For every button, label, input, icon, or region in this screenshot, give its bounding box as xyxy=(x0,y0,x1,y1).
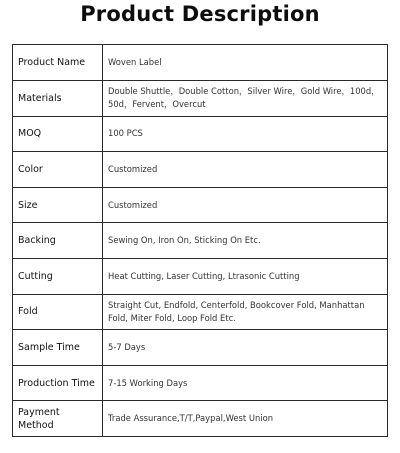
row-label: Production Time xyxy=(13,365,103,401)
row-value: Customized xyxy=(103,152,388,188)
table-row xyxy=(13,116,388,152)
table-row xyxy=(13,401,388,437)
row-label: MOQ xyxy=(13,116,103,152)
row-value: 7-15 Working Days xyxy=(103,365,388,401)
row-label: Payment Method xyxy=(13,401,103,437)
row-label: Fold xyxy=(13,294,103,330)
row-label: Product Name xyxy=(13,45,103,81)
row-label: Color xyxy=(13,152,103,188)
row-value: Double Shuttle，Double Cotton，Silver Wire，Gold Wire，100d，50d，Fervent，Overcut xyxy=(103,81,388,117)
row-label: Sample Time xyxy=(13,330,103,366)
table-row xyxy=(13,81,388,117)
table-row xyxy=(13,152,388,188)
table-row xyxy=(13,45,388,81)
row-label: Size xyxy=(13,187,103,223)
page-title: Product Description xyxy=(80,2,320,26)
row-label: Cutting xyxy=(13,258,103,294)
row-value: Woven Label xyxy=(103,45,388,81)
table-row xyxy=(13,330,388,366)
row-value: Straight Cut, Endfold, Centerfold, Bookcover Fold, Manhattan Fold, Miter Fold, Loop Fold Etc. xyxy=(103,294,388,330)
table-row xyxy=(13,223,388,259)
table-row xyxy=(13,258,388,294)
table-row xyxy=(13,187,388,223)
table-row xyxy=(13,365,388,401)
row-value: Trade Assurance,T/T,Paypal,West Union xyxy=(103,401,388,437)
row-label: Backing xyxy=(13,223,103,259)
product-spec-table xyxy=(12,44,388,437)
row-value: Heat Cutting, Laser Cutting, Ltrasonic Cutting xyxy=(103,258,388,294)
row-value: Customized xyxy=(103,187,388,223)
row-value: 100 PCS xyxy=(103,116,388,152)
row-label: Materials xyxy=(13,81,103,117)
row-value: Sewing On, Iron On, Sticking On Etc. xyxy=(103,223,388,259)
table-row xyxy=(13,294,388,330)
row-value: 5-7 Days xyxy=(103,330,388,366)
